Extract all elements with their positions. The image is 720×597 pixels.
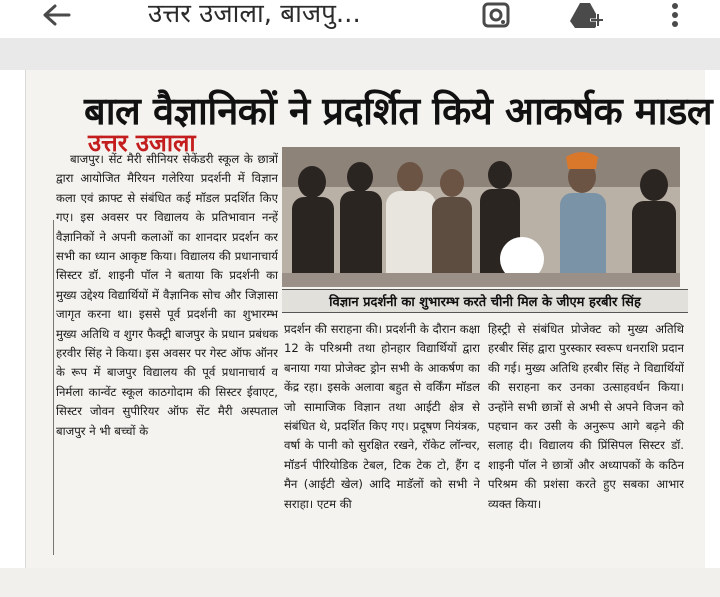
column-rule <box>53 220 54 555</box>
article-column-3 <box>488 320 684 550</box>
page-title: उत्तर उजाला, बाजपु... <box>148 0 361 29</box>
app-bar <box>0 0 720 38</box>
article-text: हिस्ट्री से संबंधित प्रोजेक्ट को मुख्य अतिथि हरबीर सिंह द्वारा पुरस्कार स्वरूप धनराशि प्रदान की गई। मुख्य अतिथि हरबीर सिंह ने विद्यार्थियों की सराहना कर उनका उत्साहवर्धन किया। उन्होंने सभी छात्रों से अभी से अपने विजन को पहचान कर उसी के अनुरूप आगे बढ़ने की सलाह दी। विद्यालय की प्रिंसिपल सिस्टर डॉ. शाइनी पॉल ने छात्रों और अध्यापकों के कठिन परिश्रम की प्रशंसा करते हुए सबका आभार व्यक्त किया। <box>488 322 684 511</box>
bottom-strip <box>0 568 720 597</box>
add-to-drive-icon[interactable] <box>564 0 612 30</box>
article-text: प्रदर्शन की सराहना की। प्रदर्शनी के दौरान कक्षा 12 के परिश्रमी तथा होनहार विद्यार्थियों द्वारा बनाया गया प्रोजेक्ट ड्रोन सभी के आकर्षण का केंद्र रहा। इसके अलावा बहुत से वर्किंग मॉडल जो सामाजिक विज्ञान तथा आईटी क्षेत्र से संबंधित थे, प्रदर्शित किए गए। प्रदूषण नियंत्रक, वर्षा के पानी को सुरक्षित रखने, रॉकेट लॉन्चर, मॉडर्न पीरियोडिक टेबल, टिक टेक टो, हैंग द मैन (आईटी खेल) आदि माडॅलों को सभी ने सराहा। एटम की <box>284 322 480 511</box>
newspaper-clipping <box>25 70 713 568</box>
arrow-back-icon[interactable] <box>36 0 76 30</box>
photo-caption: विज्ञान प्रदर्शनी का शुभारम्भ करते चीनी मिल के जीएम हरबीर सिंह <box>329 295 641 310</box>
google-lens-icon[interactable] <box>476 0 516 30</box>
article-headline: बाल वैज्ञानिकों ने प्रदर्शित किये आकर्षक माडल <box>84 88 713 133</box>
photo-caption-bar <box>282 289 688 313</box>
more-vert-icon[interactable] <box>660 0 690 30</box>
event-photo <box>282 147 680 287</box>
divider-band <box>0 38 720 70</box>
article-column-2 <box>284 320 480 550</box>
article-text: बाजपुर। सेंट मैरी सीनियर सेकेंडरी स्कूल के छात्रों द्वारा आयोजित मैरियन गलेरिया प्रदर्शनी में विज्ञान कला एवं क्राफ्ट से संबंधित कई मॉडल प्रदर्शित किए गए। इस अवसर पर विद्यालय के प्रतिभावान नन्हें वैज्ञानिकों ने अपनी कलाओं का शानदार प्रदर्शन कर सभी का ध्यान आकृष्ट किया। विद्यालय की प्रधानाचार्य सिस्टर डॉ. शाइनी पॉल ने बताया कि प्रदर्शनी का मुख्य उद्देश्य विद्यार्थियों में वैज्ञानिक सोच और जिज्ञासा जागृत करना था। इससे पूर्व प्रदर्शनी का शुभारम्भ मुख्य अतिथि व शुगर फैक्ट्री बाजपुर के प्रधान प्रबंधक हरवीर सिंह ने किया। इस अवसर पर गेस्ट ऑफ ऑनर के रूप में बाजपुर विद्यालय की पूर्व प्रधानाचार्य व निर्मला कान्वेंट स्कूल काठगोदाम की सिस्टर ईवाएट, सिस्टर जोवन सुपीरियर ऑफ सेंट मैरी अस्पताल बाजपुर ने भी बच्चों के <box>56 152 278 438</box>
newspaper-masthead: उत्तर उजाला <box>88 128 196 157</box>
article-column-1 <box>56 150 278 550</box>
